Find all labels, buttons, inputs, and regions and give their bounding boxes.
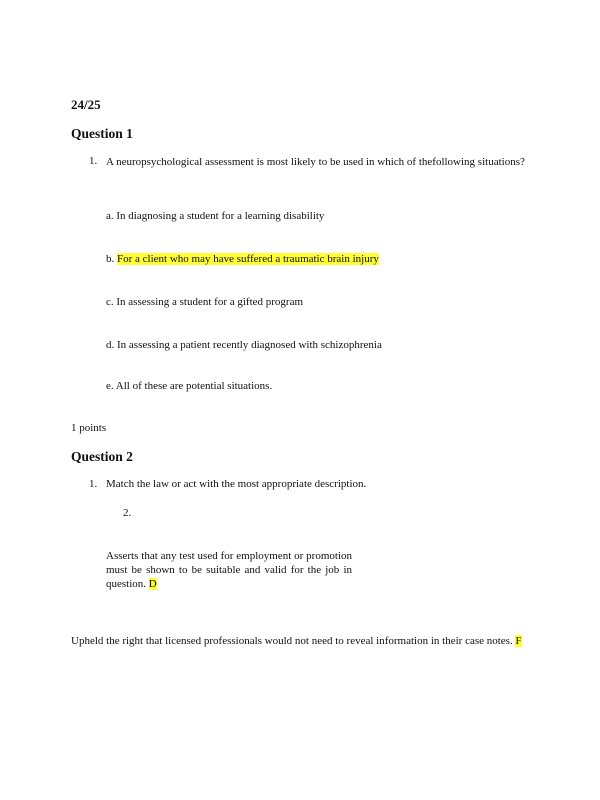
option-e: [106, 380, 272, 392]
matching-answer-1: D: [148, 578, 157, 590]
option-b-text-highlighted: For a client who may have suffered a traumatic brain injury: [117, 253, 379, 265]
option-d: [106, 339, 382, 351]
matching-description-1: [106, 549, 352, 591]
option-a-text: In diagnosing a student for a learning disability: [116, 210, 325, 222]
question-1-number: 1.: [89, 155, 98, 167]
question-1-prompt: A neuropsychological assessment is most likely to be used in which of thefollowing situations?: [106, 156, 525, 168]
matching-description-2: [71, 634, 531, 648]
option-b-letter: b.: [106, 253, 115, 265]
option-a-letter: a.: [106, 210, 114, 222]
option-e-letter: e.: [106, 380, 114, 392]
matching-answer-2: F: [515, 635, 522, 647]
question-1-heading: Question 1: [71, 126, 133, 141]
option-c: [106, 296, 303, 308]
option-d-text: In assessing a patient recently diagnosed with schizophrenia: [117, 339, 382, 351]
score: 24/25: [71, 97, 101, 112]
matching-description-2-text: Upheld the right that licensed professionals would not need to reveal information in their case notes.: [71, 635, 513, 647]
question-2-sub-number: 2.: [123, 507, 132, 519]
option-c-letter: c.: [106, 296, 114, 308]
option-c-text: In assessing a student for a gifted program: [116, 296, 304, 308]
question-1-points: 1 points: [71, 422, 107, 434]
option-d-letter: d.: [106, 339, 115, 351]
question-2-number: 1.: [89, 478, 98, 490]
question-2-prompt: Match the law or act with the most appropriate description.: [106, 478, 367, 490]
option-e-text: All of these are potential situations.: [115, 380, 273, 392]
option-b: [106, 253, 379, 265]
question-2-heading: Question 2: [71, 449, 133, 464]
option-a: [106, 210, 324, 222]
matching-description-1-text: Asserts that any test used for employment or promotion must be shown to be suitable and valid for the job in question.: [106, 550, 352, 590]
